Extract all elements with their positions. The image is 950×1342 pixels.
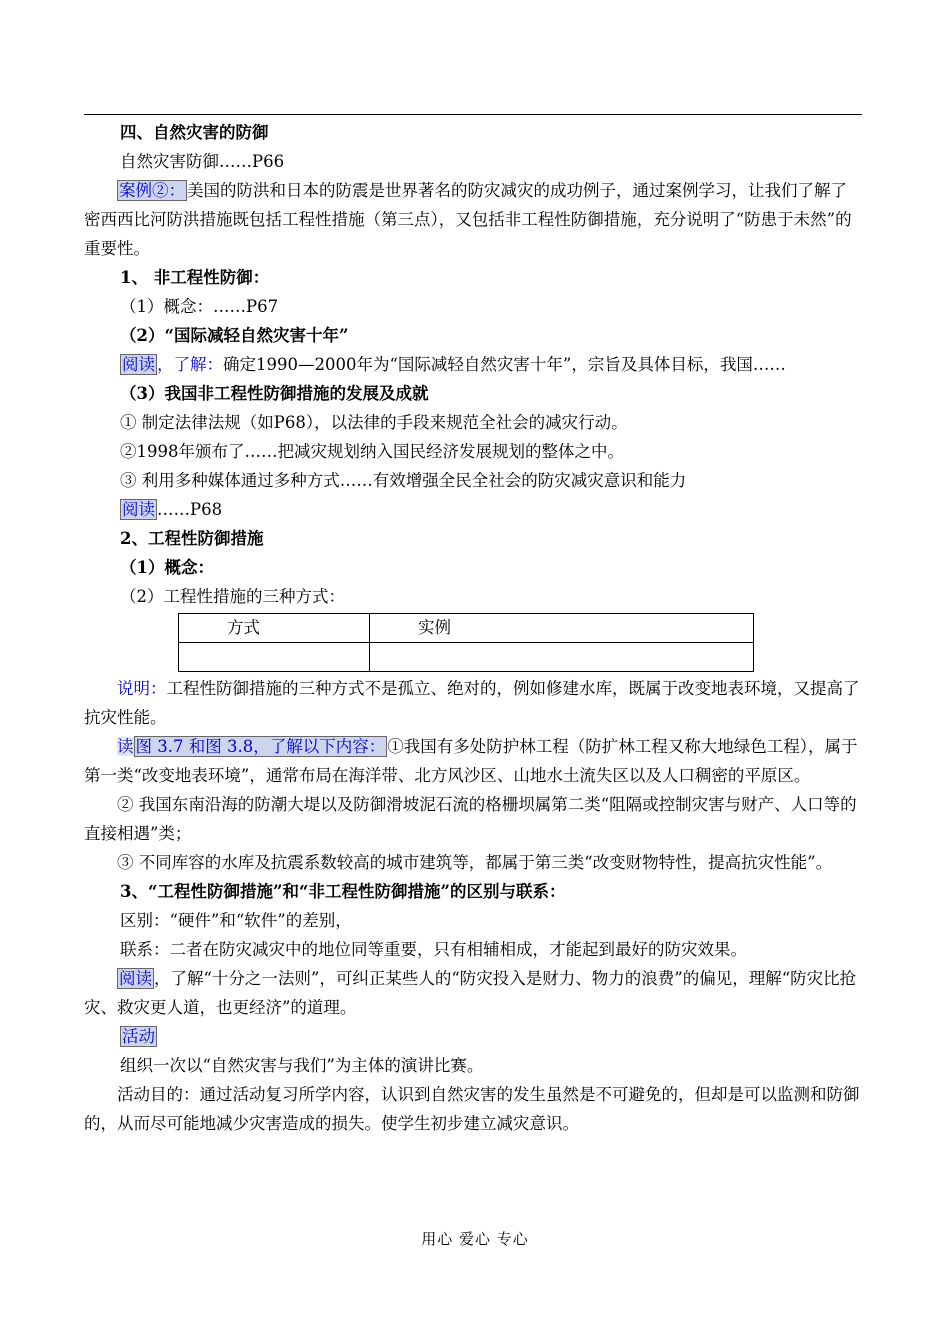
difference-text: 区别：“硬件”和“软件”的差别，	[120, 911, 352, 930]
engineering-paragraph-2: ② 我国东南沿海的防潮大堤以及防御滑坡泥石流的格栅坝属第二类“阻隔或控制灾害与财产、人口等的直接相遇”类；	[84, 795, 857, 843]
decade-heading: （2）“国际减轻自然灾害十年”	[120, 326, 349, 345]
development-heading: （3）我国非工程性防御措施的发展及成就	[120, 384, 429, 403]
activity-tag-line	[84, 1022, 862, 1051]
note-tag: 说明：	[117, 679, 167, 698]
link-text: 联系：二者在防灾减灾中的地位同等重要，只有相辅相成，才能起到最好的防灾效果。	[120, 940, 747, 959]
table-row	[179, 614, 754, 643]
nonengineering-heading: 1、 非工程性防御：	[120, 268, 270, 287]
read-tag-3[interactable]: 阅读	[119, 969, 152, 988]
engineering-heading: 2、工程性防御措施	[120, 529, 264, 548]
section-heading: 四、自然灾害的防御	[120, 123, 269, 142]
engineering-concept: （1）概念：	[120, 558, 214, 577]
engineering-paragraph-3: ③ 不同库容的水库及抗震系数较高的城市建筑等，都属于第三类“改变财物特性，提高抗灾性能”。	[117, 853, 833, 872]
figure-read-paragraph	[84, 732, 862, 790]
table-cell	[370, 643, 754, 672]
document-body	[84, 118, 862, 1138]
table-cell	[179, 643, 370, 672]
nonengineering-concept: （1）概念：……P67	[120, 297, 279, 316]
difference-heading: 3、“工程性防御措施”和“非工程性防御措施”的区别与联系：	[120, 882, 566, 901]
measure-item-3: ③ 利用多种媒体通过多种方式……有效增强全民全社会的防灾减灾意识和能力	[120, 471, 687, 490]
case-tag[interactable]: 案例②：	[119, 181, 185, 200]
activity-tag[interactable]: 活动	[122, 1027, 155, 1046]
read-tag-1[interactable]: 阅读	[122, 355, 155, 374]
figure-read-tag[interactable]: 图 3.7 和图 3.8，了解以下内容：	[135, 737, 386, 756]
figure-read-prefix: 读	[117, 737, 134, 756]
table-header-way-label: 方式	[227, 618, 260, 637]
activity-line-2: 活动目的：通过活动复习所学内容，认识到自然灾害的发生虽然是不可避免的，但却是可以监测和防御的，从而尽可能地减少灾害造成的损失。使学生初步建立减灾意识。	[84, 1085, 860, 1133]
table-header-way	[179, 614, 370, 643]
page-footer: 用心 爱心 专心	[421, 1230, 529, 1248]
read-paragraph-2	[84, 495, 862, 524]
case-text: 美国的防洪和日本的防震是世界著名的防灾减灾的成功例子，通过案例学习，让我们了解了密西西比河防洪措施既包括工程性措施（第三点），又包括非工程性防御措施，充分说明了“防患于未然”的重要性。	[84, 181, 852, 258]
read-paragraph-3	[84, 964, 862, 1022]
note-paragraph	[84, 674, 862, 732]
read-text-1: 确定1990—2000年为“国际减轻自然灾害十年”，宗旨及具体目标，我国……	[223, 355, 786, 374]
read-text-2: ……P68	[157, 500, 223, 519]
section-ref: 自然灾害防御……P66	[120, 152, 285, 171]
table-header-example	[370, 614, 754, 643]
read-paragraph-1	[84, 350, 862, 379]
activity-line-1: 组织一次以“自然灾害与我们”为主体的演讲比赛。	[120, 1056, 484, 1075]
header-rule	[84, 114, 862, 115]
measure-item-1: ① 制定法律法规（如P68），以法律的手段来规范全社会的减灾行动。	[120, 413, 628, 432]
ways-table	[178, 613, 754, 672]
note-text: 工程性防御措施的三种方式不是孤立、绝对的，例如修建水库，既属于改变地表环境，又提高了抗灾性能。	[84, 679, 860, 727]
table-row	[179, 643, 754, 672]
read-tag-2[interactable]: 阅读	[122, 500, 155, 519]
read-text-3: ，了解“十分之一法则”，可纠正某些人的“防灾投入是财力、物力的浪费”的偏见，理解“防灾比抢灾、救灾更人道，也更经济”的道理。	[84, 969, 857, 1017]
table-header-example-label: 实例	[418, 618, 451, 637]
measure-item-2: ②1998年颁布了……把减灾规划纳入国民经济发展规划的整体之中。	[120, 442, 624, 461]
engineering-ways: （2）工程性措施的三种方式：	[120, 587, 345, 606]
figure-read-text: ①我国有多处防护林工程（防扩林工程又称大地绿色工程），属于第一类“改变地表环境”，通常布局在海洋带、北方风沙区、山地水土流失区以及人口稠密的平原区。	[84, 737, 858, 785]
case-paragraph	[84, 176, 862, 263]
read-tag-1b[interactable]: ，了解：	[157, 355, 223, 374]
